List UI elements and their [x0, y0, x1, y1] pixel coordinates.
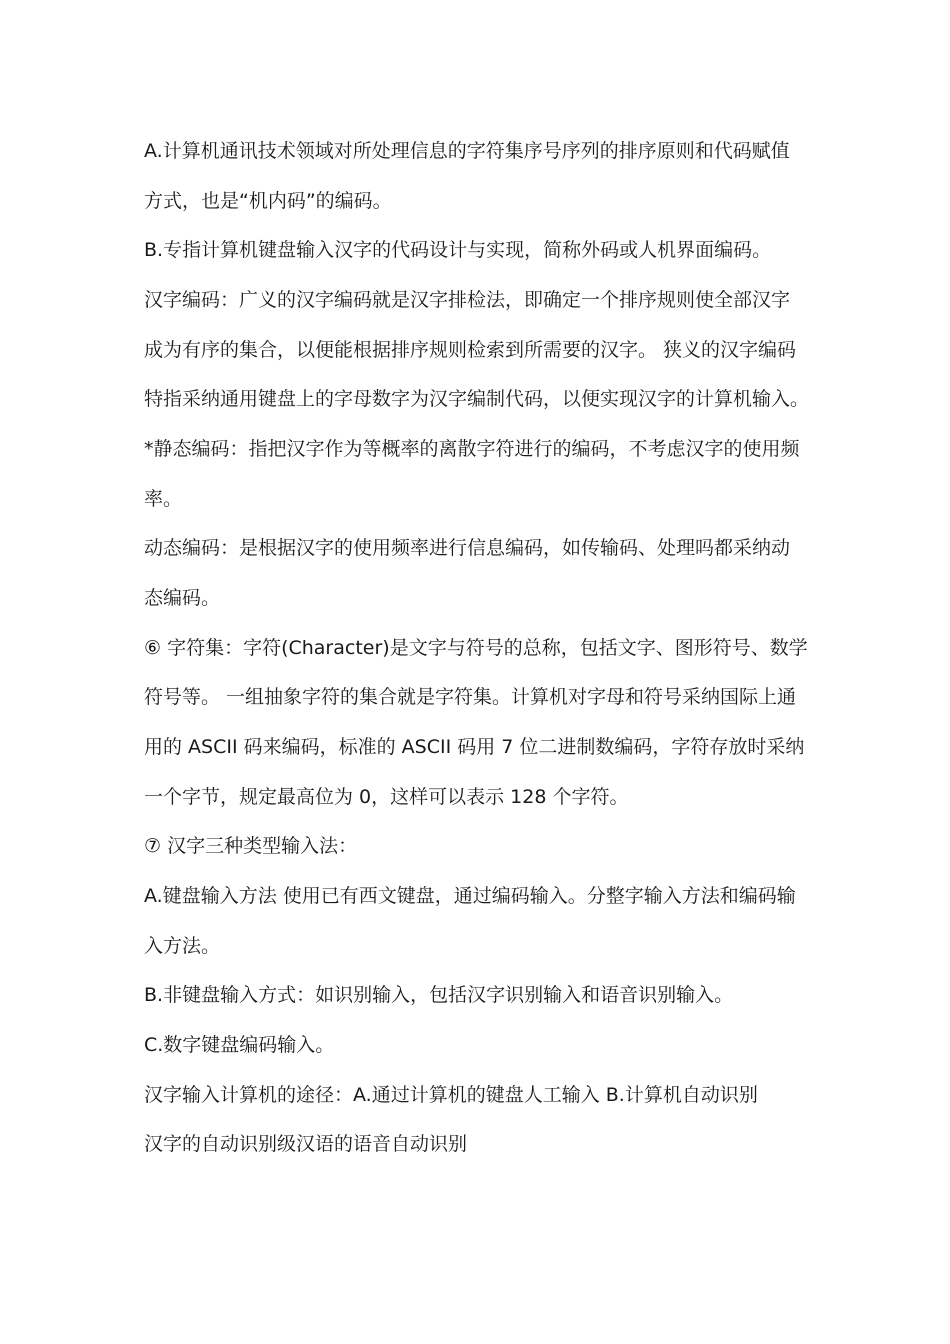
text-line-6: 特指采纳通用键盘上的字母数字为汉字编制代码，以便实现汉字的计算机输入。 [144, 388, 810, 410]
text-line-19: C.数字键盘编码输入。 [144, 1034, 335, 1056]
text-line-5: 成为有序的集合，以便能根据排序规则检索到所需要的汉字。 狭义的汉字编码 [144, 339, 797, 361]
text-line-12: 符号等。 一组抽象字符的集合就是字符集。计算机对字母和符号采纳国际上通 [144, 686, 797, 708]
text-line-20: 汉字输入计算机的途径：A.通过计算机的键盘人工输入 B.计算机自动识别 [144, 1084, 758, 1106]
text-line-13: 用的 ASCII 码来编码，标准的 ASCII 码用 7 位二进制数编码，字符存放时采纳 [144, 736, 805, 758]
text-line-7: *静态编码：指把汉字作为等概率的离散字符进行的编码，不考虑汉字的使用频 [144, 438, 800, 460]
text-line-1: A.计算机通讯技术领域对所处理信息的字符集序号序列的排序原则和代码赋值 [144, 140, 790, 162]
text-line-4: 汉字编码：广义的汉字编码就是汉字排检法，即确定一个排序规则使全部汉字 [144, 289, 791, 311]
text-line-11: ⑥ 字符集：字符(Character)是文字与符号的总称，包括文字、图形符号、数学 [144, 637, 808, 659]
text-line-10: 态编码。 [144, 587, 221, 609]
text-line-3: B.专指计算机键盘输入汉字的代码设计与实现，简称外码或人机界面编码。 [144, 239, 772, 261]
text-line-2: 方式，也是“机内码”的编码。 [144, 190, 392, 212]
text-line-17: 入方法。 [144, 935, 221, 957]
text-line-9: 动态编码：是根据汉字的使用频率进行信息编码，如传输码、处理吗都采纳动 [144, 537, 791, 559]
text-line-21: 汉字的自动识别级汉语的语音自动识别 [144, 1133, 468, 1155]
text-line-16: A.键盘输入方法 使用已有西文键盘，通过编码输入。分整字输入方法和编码输 [144, 885, 796, 907]
text-line-18: B.非键盘输入方式：如识别输入，包括汉字识别输入和语音识别输入。 [144, 984, 734, 1006]
text-line-8: 率。 [144, 488, 183, 510]
text-line-15: ⑦ 汉字三种类型输入法： [144, 835, 358, 857]
text-line-14: 一个字节，规定最高位为 0，这样可以表示 128 个字符。 [144, 786, 629, 808]
